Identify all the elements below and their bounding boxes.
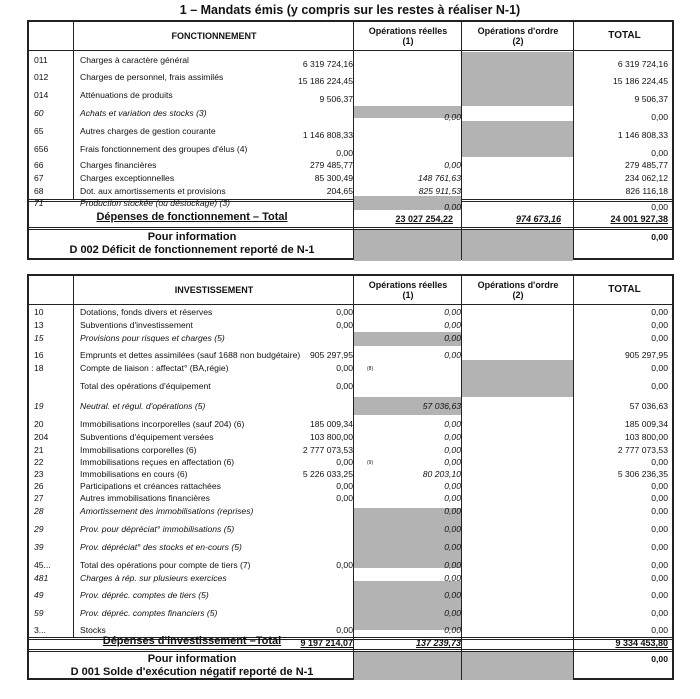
row-total: 5 306 236,35 (617, 469, 668, 479)
row-total: 0,00 (651, 542, 668, 552)
row-ordre: 0,00 (444, 625, 461, 635)
row-code: 20 (34, 419, 44, 429)
row-label: Dotations, fonds divers et réserves (80, 307, 213, 317)
footnote-marker: (9) (367, 460, 374, 466)
divider (573, 276, 574, 680)
divider (461, 276, 462, 680)
row-label: Immobilisations corporelles (6) (80, 445, 197, 455)
col-header-reelles (355, 22, 461, 50)
row-code: 21 (34, 445, 44, 455)
row-code: 16 (34, 350, 44, 360)
col-header-ordre (463, 276, 573, 304)
shaded-cell (354, 508, 461, 568)
row-code: 656 (34, 144, 49, 154)
row-total: 905 297,95 (624, 350, 668, 360)
row-total: 6 319 724,16 (617, 59, 668, 69)
row-label: Immobilisations incorporelles (sauf 204) (6) (80, 419, 245, 429)
row-label: Neutral. et régul. d'opérations (5) (80, 401, 206, 411)
total-label: Dépenses de fonctionnement – Total (96, 211, 288, 223)
row-ordre: 0,00 (444, 432, 461, 442)
row-total: 103 800,00 (624, 432, 668, 442)
row-ordre: 0,00 (444, 333, 461, 343)
row-code: 27 (34, 493, 44, 503)
investissement-header: INVESTISSEMENT (174, 284, 254, 295)
col-header-reelles-line2: (1) (402, 36, 414, 46)
row-total: 0,00 (651, 506, 668, 516)
row-reelles: 0,00 (336, 625, 353, 635)
row-total: 826 116,18 (625, 186, 668, 196)
row-label: Immobilisations reçues en affectation (6) (80, 457, 235, 467)
row-total: 0,00 (651, 381, 668, 391)
row-ordre: 0,00 (444, 506, 461, 516)
row-total: 0,00 (651, 320, 668, 330)
row-total: 0,00 (651, 481, 668, 491)
row-reelles: 0,00 (336, 493, 353, 503)
col-header-ordre-line1: Opérations d'ordre (477, 279, 559, 290)
shaded-cell (462, 360, 573, 397)
row-total: 0,00 (651, 363, 668, 373)
row-total: 57 036,63 (629, 401, 668, 411)
row-ordre: 0,00 (444, 608, 461, 618)
row-reelles: 279 485,77 (309, 160, 353, 170)
row-label: Atténuations de produits (80, 90, 173, 100)
total-label: Dépenses d'investissement –Total (102, 635, 282, 647)
row-ordre: 0,00 (444, 481, 461, 491)
total-ordre: 974 673,16 (515, 214, 561, 224)
row-total: 0,00 (651, 112, 668, 122)
row-ordre: 0,00 (444, 350, 461, 360)
row-label: Charges de personnel, frais assimilés (80, 72, 224, 82)
total-ordre: 137 239,73 (415, 638, 461, 648)
row-code: 71 (34, 198, 44, 208)
row-ordre: 0,00 (444, 524, 461, 534)
total-total: 9 334 453,80 (615, 638, 668, 648)
row-ordre: 0,00 (444, 542, 461, 552)
row-code: 22 (34, 457, 44, 467)
shaded-cell (462, 652, 573, 680)
row-ordre: 0,00 (444, 493, 461, 503)
col-header-ordre-line1: Opérations d'ordre (477, 25, 559, 36)
row-ordre: 80 203,10 (422, 469, 461, 479)
footnote-marker: (8) (367, 366, 374, 372)
row-code: 204 (34, 432, 49, 442)
divider (29, 304, 672, 305)
info-line2: D 002 Déficit de fonctionnement reporté de N-1 (69, 243, 315, 256)
col-header-reelles-line1: Opérations réelles (368, 25, 448, 36)
row-reelles: 15 186 224,45 (298, 76, 353, 86)
row-ordre: 0,00 (444, 560, 461, 570)
row-code: 15 (34, 333, 44, 343)
total-reelles: 23 027 254,22 (395, 214, 453, 224)
row-code: 3... (34, 625, 46, 635)
row-code: 012 (34, 72, 49, 82)
row-code: 19 (34, 401, 44, 411)
row-label: Compte de liaison : affectat° (BA,régie) (80, 363, 229, 373)
shaded-cell (354, 581, 461, 630)
shaded-cell (354, 230, 461, 261)
info-line1: Pour information (147, 231, 237, 243)
row-ordre: 0,00 (444, 112, 461, 122)
row-code: 23 (34, 469, 44, 479)
shaded-cell (462, 121, 573, 157)
row-reelles: 0,00 (336, 381, 353, 391)
col-header-ordre-line2: (2) (512, 36, 524, 46)
row-reelles: 5 226 033,25 (302, 469, 353, 479)
col-header-total: TOTAL (608, 284, 641, 296)
info-total: 0,00 (651, 654, 668, 664)
row-reelles: 0,00 (336, 481, 353, 491)
row-total: 0,00 (651, 333, 668, 343)
shaded-cell (462, 52, 573, 106)
investissement-table (27, 274, 674, 680)
row-reelles: 0,00 (336, 560, 353, 570)
row-ordre: 148 761,63 (417, 173, 461, 183)
row-ordre: 0,00 (444, 445, 461, 455)
row-ordre: 0,00 (444, 320, 461, 330)
row-code: 10 (34, 307, 44, 317)
fonctionnement-total-row (29, 211, 672, 227)
row-total: 0,00 (651, 560, 668, 570)
row-label: Autres charges de gestion courante (80, 126, 216, 136)
row-total: 0,00 (651, 524, 668, 534)
row-label: Immobilisations en cours (6) (80, 469, 188, 479)
row-total: 0,00 (651, 608, 668, 618)
row-total: 1 146 808,33 (617, 130, 668, 140)
info-line1: Pour information (147, 653, 237, 665)
row-ordre: 0,00 (444, 202, 461, 212)
row-total: 0,00 (651, 493, 668, 503)
row-label: Charges à caractère général (80, 55, 189, 65)
row-total: 279 485,77 (624, 160, 668, 170)
row-reelles: 6 319 724,16 (302, 59, 353, 69)
row-reelles: 0,00 (336, 148, 353, 158)
row-reelles: 103 800,00 (309, 432, 353, 442)
row-code: 67 (34, 173, 44, 183)
row-code: 28 (34, 506, 44, 516)
col-header-reelles-line1: Opérations réelles (368, 279, 448, 290)
row-label: Prov. pour dépréciat° immobilisations (5) (80, 524, 235, 534)
row-code: 45... (34, 560, 51, 570)
row-code: 26 (34, 481, 44, 491)
row-total: 0,00 (651, 202, 668, 212)
row-label: Total des opérations d'équipement (80, 381, 211, 391)
row-label: Achats et variation des stocks (3) (80, 108, 207, 118)
row-code: 49 (34, 590, 44, 600)
row-label: Subventions d'investissement (80, 320, 193, 330)
row-total: 185 009,34 (624, 419, 668, 429)
row-code: 68 (34, 186, 44, 196)
row-label: Prov. dépréciat° des stocks et en-cours (5) (80, 542, 242, 552)
row-ordre: 57 036,63 (422, 401, 461, 411)
shaded-cell (354, 652, 461, 680)
row-ordre: 0,00 (444, 419, 461, 429)
row-code: 011 (34, 55, 48, 65)
row-label: Production stockée (ou déstockage) (3) (80, 198, 230, 208)
row-code: 481 (34, 573, 49, 583)
row-total: 0,00 (651, 590, 668, 600)
row-total: 2 777 073,53 (617, 445, 668, 455)
row-code: 39 (34, 542, 44, 552)
row-code: 65 (34, 126, 44, 136)
row-label: Charges financières (80, 160, 157, 170)
row-ordre: 0,00 (444, 457, 461, 467)
row-reelles: 9 506,37 (319, 94, 353, 104)
row-ordre: 0,00 (444, 307, 461, 317)
row-ordre: 0,00 (444, 573, 461, 583)
row-total: 0,00 (651, 457, 668, 467)
divider (29, 227, 672, 230)
row-code: 66 (34, 160, 44, 170)
investissement-total-row (29, 637, 672, 649)
info-d002 (29, 231, 355, 256)
row-label: Prov. dépréc. comptes financiers (5) (80, 608, 218, 618)
row-reelles: 905 297,95 (309, 350, 353, 360)
row-total: 0,00 (651, 307, 668, 317)
row-label: Charges exceptionnelles (80, 173, 175, 183)
row-reelles: 85 300,49 (314, 173, 353, 183)
row-label: Frais fonctionnement des groupes d'élus (4) (80, 144, 248, 154)
row-reelles: 0,00 (336, 457, 353, 467)
row-ordre: 825 911,53 (418, 186, 461, 196)
row-reelles: 2 777 073,53 (302, 445, 353, 455)
row-label: Autres immobilisations financières (80, 493, 210, 503)
row-ordre: 0,00 (444, 590, 461, 600)
row-label: Stocks (80, 625, 106, 635)
info-d001 (29, 653, 355, 678)
row-code: 29 (34, 524, 44, 534)
info-line2: D 001 Solde d'exécution négatif reporté de N-1 (70, 665, 314, 678)
col-header-reelles-line2: (1) (402, 290, 414, 300)
row-total: 234 062,12 (624, 173, 668, 183)
col-header-reelles (355, 276, 461, 304)
divider (73, 22, 74, 200)
row-reelles: 204,65 (326, 186, 353, 196)
info-total: 0,00 (651, 232, 668, 242)
shaded-cell (462, 230, 573, 261)
row-label: Amortissement des immobilisations (reprises) (80, 506, 254, 516)
row-total: 15 186 224,45 (613, 76, 668, 86)
row-code: 60 (34, 108, 44, 118)
row-reelles: 185 009,34 (309, 419, 353, 429)
row-label: Prov. dépréc. comptes de tiers (5) (80, 590, 209, 600)
row-label: Participations et créances rattachées (80, 481, 221, 491)
col-header-ordre-line2: (2) (512, 290, 524, 300)
row-code: 59 (34, 608, 44, 618)
fonctionnement-header: FONCTIONNEMENT (171, 30, 257, 41)
col-header-ordre (463, 22, 573, 50)
row-total: 9 506,37 (634, 94, 668, 104)
row-code: 18 (34, 363, 44, 373)
row-reelles: 0,00 (336, 307, 353, 317)
row-label: Total des opérations pour compte de tiers (7) (80, 560, 251, 570)
total-reelles: 9 197 214,07 (300, 638, 353, 648)
col-header-total: TOTAL (608, 30, 641, 42)
page-title: 1 – Mandats émis (y compris sur les restes à réaliser N-1) (179, 3, 521, 17)
row-reelles: 0,00 (336, 363, 353, 373)
row-label: Provisions pour risques et charges (5) (80, 333, 225, 343)
row-label: Charges à rép. sur plusieurs exercices (80, 573, 227, 583)
row-code: 13 (34, 320, 44, 330)
divider (29, 50, 672, 51)
row-label: Emprunts et dettes assimilées (sauf 1688 non budgétaire) (80, 350, 301, 360)
total-total: 24 001 927,38 (610, 214, 668, 224)
row-total: 0,00 (651, 573, 668, 583)
row-total: 0,00 (651, 625, 668, 635)
row-reelles: 1 146 808,33 (302, 130, 353, 140)
fonctionnement-table (27, 20, 674, 260)
row-label: Dot. aux amortissements et provisions (80, 186, 226, 196)
row-label: Subventions d'équipement versées (80, 432, 214, 442)
row-code: 014 (34, 90, 49, 100)
row-total: 0,00 (651, 148, 668, 158)
row-ordre: 0,00 (444, 160, 461, 170)
divider (73, 276, 74, 638)
divider (29, 649, 672, 652)
row-reelles: 0,00 (336, 320, 353, 330)
